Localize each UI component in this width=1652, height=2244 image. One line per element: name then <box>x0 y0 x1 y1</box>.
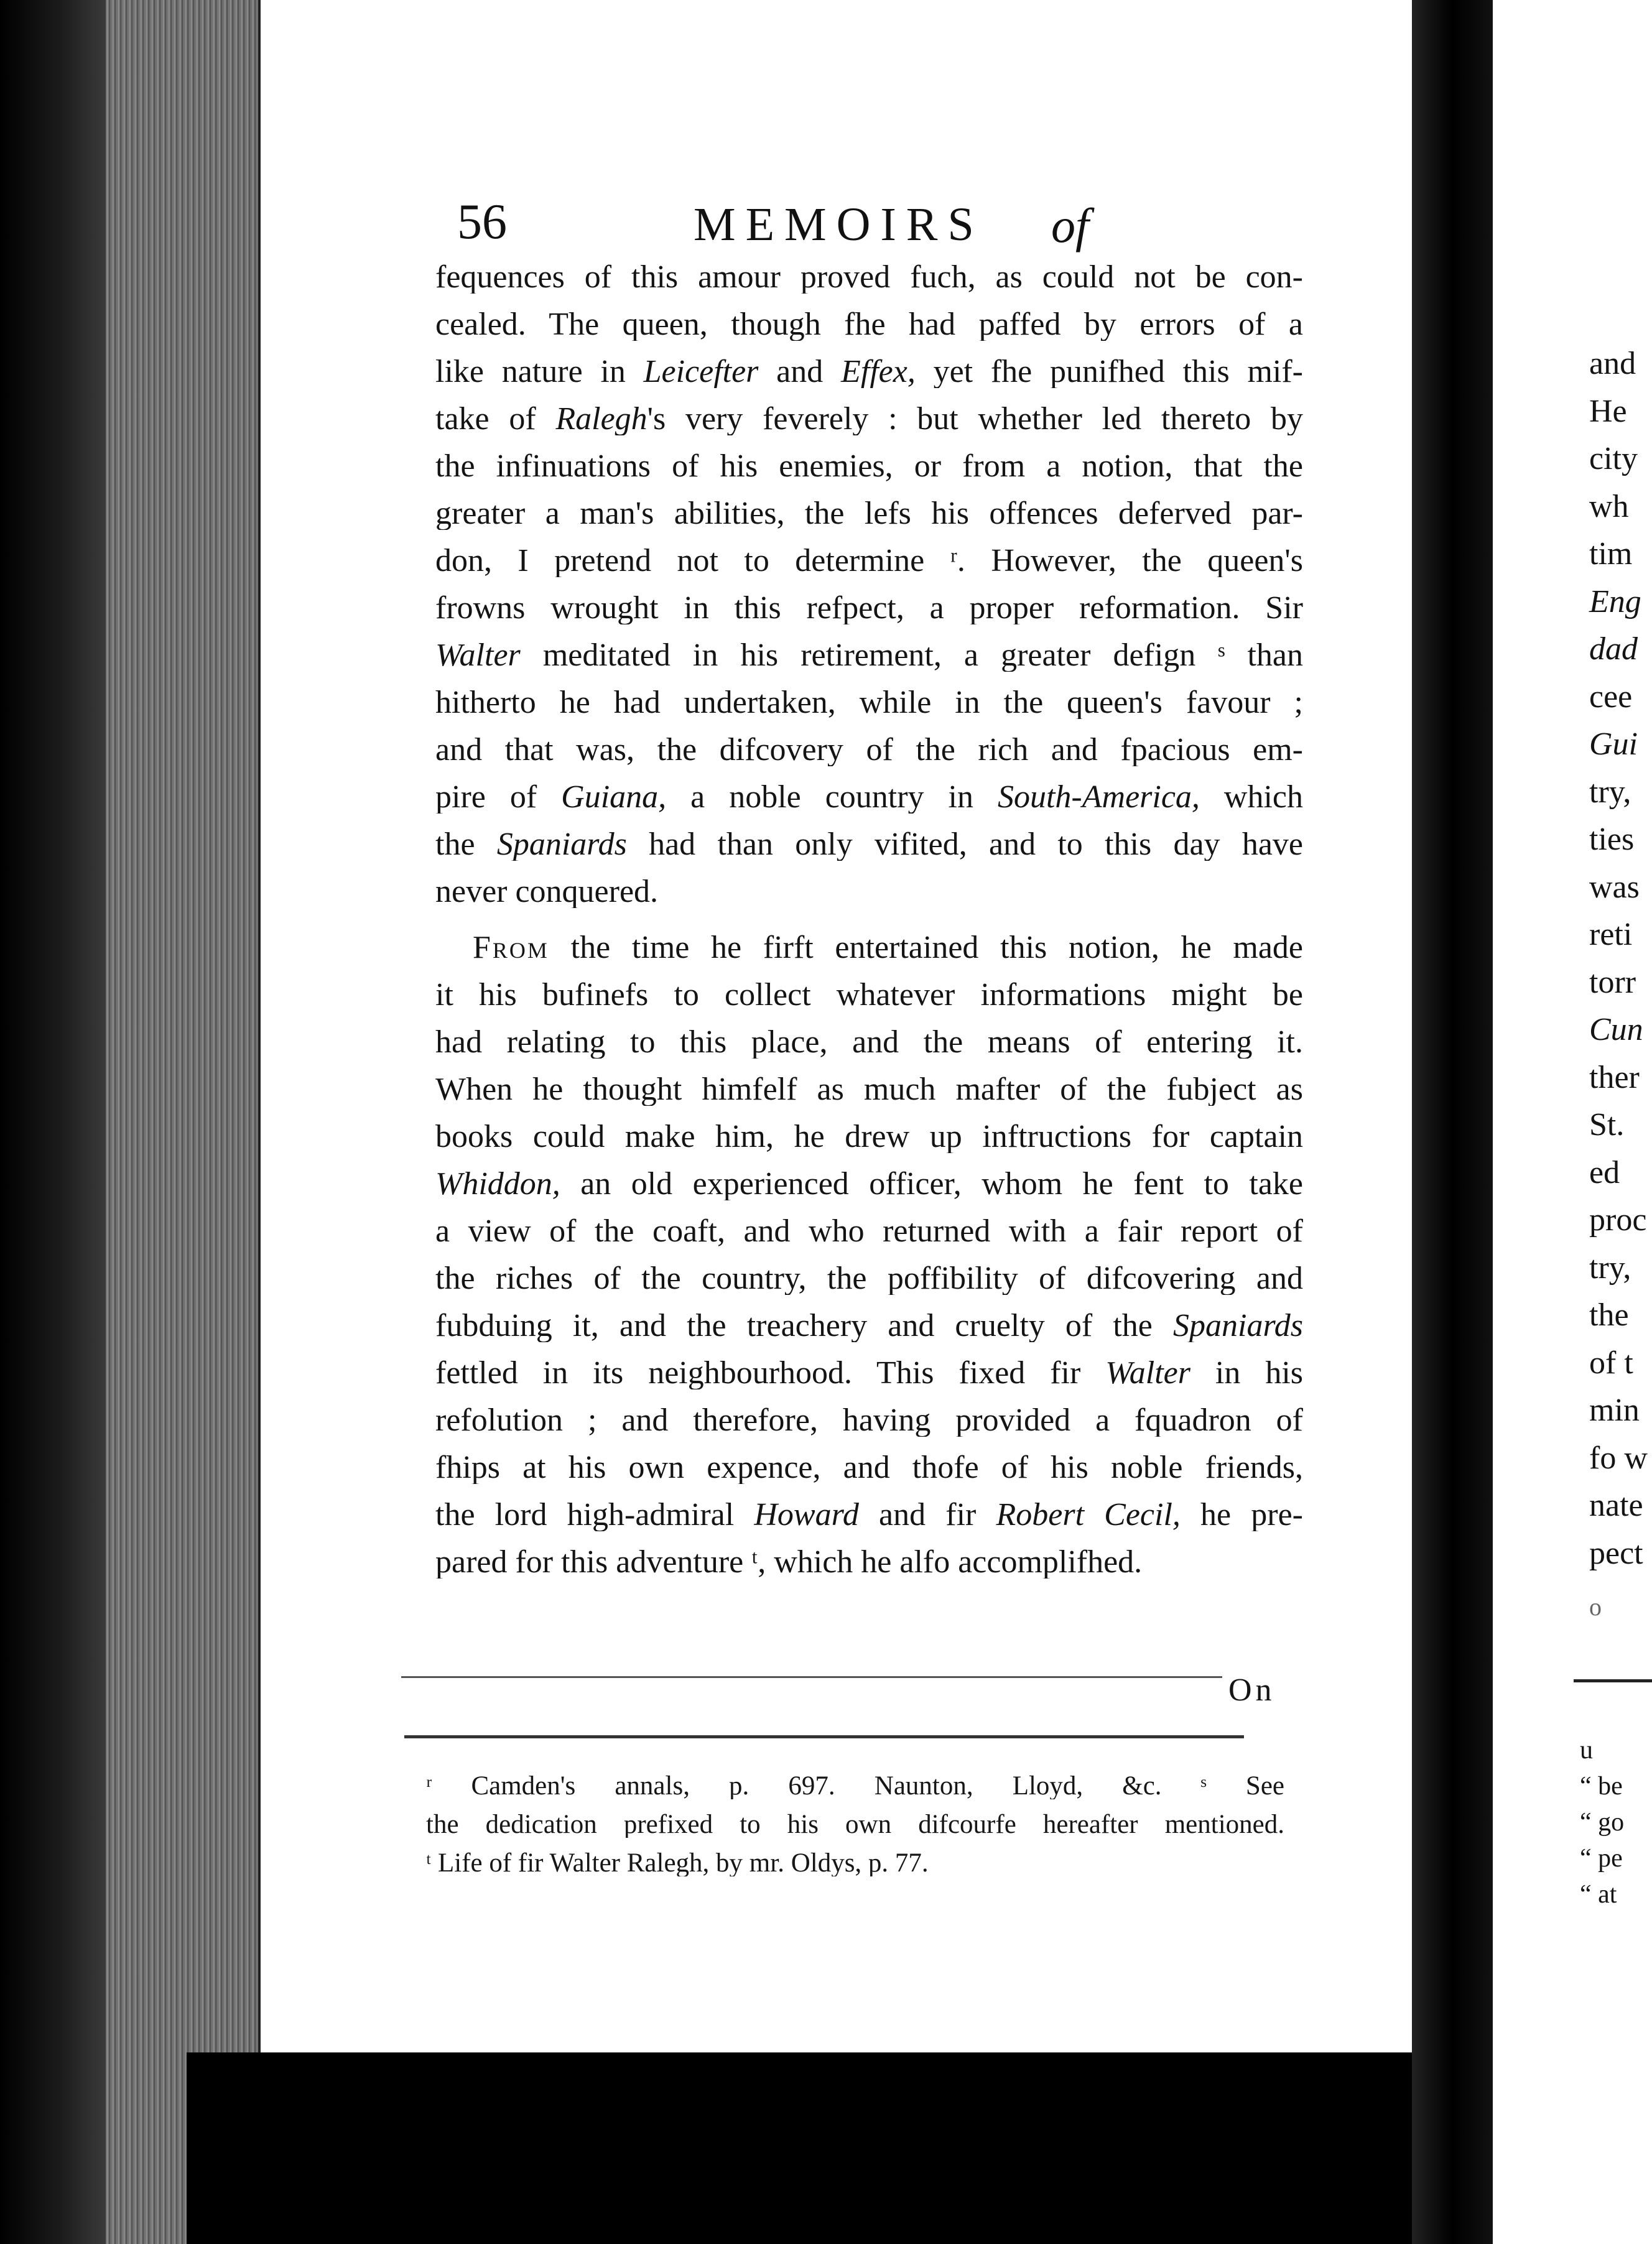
text-line <box>435 1168 1303 1200</box>
facing-page-line: proc <box>1589 1202 1647 1238</box>
text-line <box>435 734 1303 766</box>
book-binding <box>0 0 106 2244</box>
facing-page-line: Cun <box>1589 1012 1643 1047</box>
facing-page-line: tim <box>1589 536 1633 572</box>
text-span: pire of <box>435 781 562 814</box>
facing-page-line: reti <box>1589 917 1633 952</box>
facing-page-line: wh <box>1589 488 1629 524</box>
facing-page-line: torr <box>1589 964 1636 1000</box>
running-title-suffix: of <box>1051 198 1089 253</box>
text-line <box>435 932 1303 964</box>
text-span: refolution ; and therefore, having provided a fquadron of <box>435 1404 1303 1437</box>
text-span: the <box>435 828 497 861</box>
text-span: never conquered. <box>435 876 659 908</box>
text-span: the time he firft entertained this notion, he made <box>549 932 1303 964</box>
footnote-rule <box>404 1735 1244 1738</box>
text-span: which <box>1199 781 1303 814</box>
facing-page-footnote-line: “ at <box>1580 1880 1617 1909</box>
text-line <box>435 828 1303 861</box>
facing-page-line: pect <box>1589 1535 1643 1571</box>
facing-page-line: the <box>1589 1297 1629 1333</box>
italic-span: Leicefter <box>643 356 759 388</box>
text-line <box>435 450 1303 483</box>
text-line <box>435 639 1303 672</box>
text-span: pared for this adventure ᵗ, which he alfo accomplifhed. <box>435 1546 1143 1579</box>
italic-span: Whiddon, <box>435 1168 560 1200</box>
page-edges <box>106 0 261 2244</box>
italic-span: Ralegh <box>555 403 647 435</box>
paragraph-lead-word: From <box>473 932 549 964</box>
text-line <box>435 1263 1303 1295</box>
text-line <box>435 308 1303 341</box>
facing-page-footnote-line: u <box>1580 1736 1593 1764</box>
text-span: fequences of this amour proved fuch, as could not be con- <box>435 261 1303 294</box>
text-span: and fir <box>858 1499 996 1531</box>
text-line <box>435 1026 1303 1059</box>
italic-span: South-America, <box>997 781 1200 814</box>
text-span: had relating to this place, and the means of entering it. <box>435 1026 1303 1059</box>
catchword: On <box>1228 1672 1276 1708</box>
facing-page-line: try, <box>1589 1250 1631 1286</box>
text-span: When he thought himfelf as much mafter of the fubject as <box>435 1073 1303 1106</box>
text-line <box>435 1452 1303 1484</box>
text-span: greater a man's abilities, the lefs his offences deferved par- <box>435 498 1303 530</box>
facing-page-line: Gui <box>1589 726 1638 762</box>
text-line <box>435 979 1303 1011</box>
italic-span: Walter <box>435 639 521 672</box>
text-line <box>435 261 1303 294</box>
text-line <box>435 1357 1303 1389</box>
text-span: a view of the coaft, and who returned with a fair report of <box>435 1215 1303 1248</box>
italic-span: Howard <box>754 1499 859 1531</box>
text-span: the riches of the country, the poffibility of difcovering and <box>435 1263 1303 1295</box>
facing-page-line: ed <box>1589 1154 1620 1190</box>
text-span: cealed. The queen, though fhe had paffed by errors of a <box>435 308 1303 341</box>
text-span: had than only vifited, and to this day have <box>626 828 1303 861</box>
facing-page-line: ther <box>1589 1059 1640 1095</box>
facing-page-line: min <box>1589 1393 1640 1428</box>
italic-span: Guiana, <box>561 781 667 814</box>
facing-page-line: dad <box>1589 631 1638 667</box>
page-number: 56 <box>457 195 507 249</box>
facing-page-footnote-line: “ be <box>1580 1772 1623 1801</box>
text-span: fhips at his own expence, and thofe of his noble friends, <box>435 1452 1303 1484</box>
text-span: it his bufinefs to collect whatever informations might be <box>435 979 1303 1011</box>
facing-page-line: Eng <box>1589 583 1641 619</box>
text-line <box>435 592 1303 624</box>
facing-page-line: was <box>1589 869 1640 905</box>
text-span: hitherto he had undertaken, while in the queen's favour ; <box>435 687 1303 719</box>
facing-page-line: ties <box>1589 822 1635 857</box>
facing-page-line: and <box>1589 346 1636 381</box>
below-page-shadow <box>187 2052 1412 2244</box>
text-span: take of <box>435 403 556 435</box>
italic-span: Robert Cecil, <box>996 1499 1181 1531</box>
text-span: the lord high-admiral <box>435 1499 754 1531</box>
text-line <box>435 1546 1303 1579</box>
text-span: he pre- <box>1180 1499 1303 1531</box>
text-line <box>435 1404 1303 1437</box>
text-span: and that was, the difcovery of the rich and fpacious em- <box>435 734 1303 766</box>
facing-page-footnote-line: “ pe <box>1580 1844 1623 1873</box>
facing-page-footnote-rule <box>1574 1679 1652 1682</box>
facing-page-line: He <box>1589 393 1627 429</box>
text-span: 's very feverely : but whether led thereto by <box>647 403 1303 435</box>
facing-page <box>1493 0 1652 2244</box>
text-span: a noble country in <box>666 781 998 814</box>
footnote-line: the dedication prefixed to his own difcourfe hereafter mentioned. <box>426 1811 1284 1838</box>
footnote-line: ᵗ Life of fir Walter Ralegh, by mr. Oldys, p. 77. <box>426 1850 929 1876</box>
text-line <box>435 403 1303 435</box>
text-line <box>435 781 1303 814</box>
text-line <box>435 545 1303 577</box>
text-line <box>435 687 1303 719</box>
text-line <box>435 1121 1303 1153</box>
facing-page-line: city <box>1589 441 1638 476</box>
italic-span: Spaniards <box>496 828 627 861</box>
text-span: books could make him, he drew up inftructions for captain <box>435 1121 1303 1153</box>
text-span: the infinuations of his enemies, or from a notion, that the <box>435 450 1303 483</box>
text-span: yet fhe punifhed this mif- <box>915 356 1303 388</box>
italic-span: Effex, <box>841 356 916 388</box>
facing-page-line: try, <box>1589 774 1631 810</box>
footnote-line: ʳ Camden's annals, p. 697. Naunton, Lloyd, &c. ˢ See <box>426 1773 1284 1799</box>
text-span: frowns wrought in this refpect, a proper reformation. Sir <box>435 592 1303 624</box>
facing-page-line: of t <box>1589 1345 1633 1381</box>
text-line <box>435 1499 1303 1531</box>
running-title: MEMOIRS <box>694 198 984 251</box>
text-span: meditated in his retirement, a greater defign ˢ than <box>520 639 1303 672</box>
text-span: in his <box>1190 1357 1303 1389</box>
bottom-rule <box>401 1676 1222 1678</box>
text-span: fettled in its neighbourhood. This fixed fir <box>435 1357 1106 1389</box>
text-span: don, I pretend not to determine ʳ. However, the queen's <box>435 545 1303 577</box>
italic-span: Walter <box>1105 1357 1190 1389</box>
text-line <box>435 356 1303 388</box>
facing-page-line: nate <box>1589 1488 1643 1523</box>
text-span: fubduing it, and the treachery and cruelty of the <box>435 1310 1173 1342</box>
facing-page-mark: o <box>1589 1593 1602 1621</box>
facing-page-line: cee <box>1589 679 1633 715</box>
book-gutter <box>1412 0 1493 2244</box>
text-line <box>435 498 1303 530</box>
italic-span: Spaniards <box>1173 1310 1303 1342</box>
text-line <box>435 1073 1303 1106</box>
facing-page-line: St. <box>1589 1107 1625 1143</box>
text-span: like nature in <box>435 356 644 388</box>
text-line <box>435 1310 1303 1342</box>
text-span: and <box>758 356 841 388</box>
text-line <box>435 1215 1303 1248</box>
facing-page-line: fo w <box>1589 1440 1648 1476</box>
text-line <box>435 876 1303 908</box>
text-span: an old experienced officer, whom he fent to take <box>560 1168 1303 1200</box>
facing-page-footnote-line: “ go <box>1580 1808 1625 1837</box>
